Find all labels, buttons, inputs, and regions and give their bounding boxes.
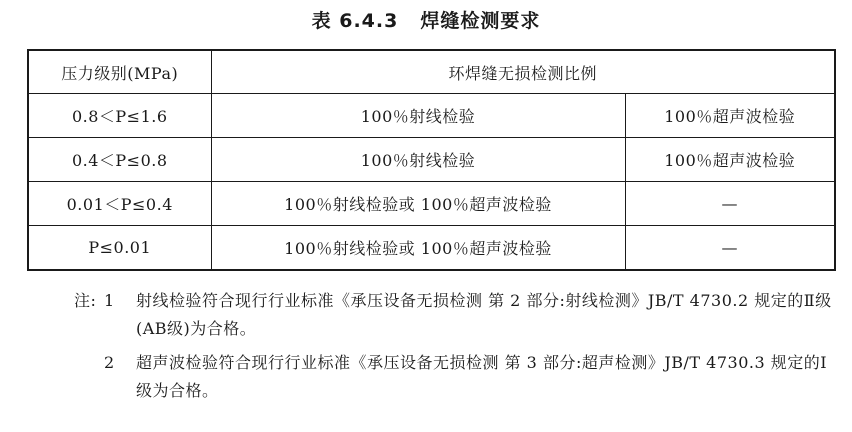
cell-method-b: —: [625, 226, 835, 271]
cell-method-b: —: [625, 182, 835, 226]
table-row: [28, 138, 835, 182]
table-title: [0, 6, 852, 33]
cell-pressure: P≤0.01: [28, 226, 211, 271]
table-number: 表 6.4.3: [311, 10, 399, 32]
table-row: [28, 94, 835, 138]
notes-label: 注:: [74, 291, 97, 310]
note-text: 射线检验符合现行行业标准《承压设备无损检测 第 2 部分:射线检测》JB/T 4730.2 规定的Ⅱ级(AB级)为合格。: [136, 291, 832, 338]
table-title-text: 焊缝检测要求: [420, 10, 541, 32]
cell-pressure: 0.01＜P≤0.4: [28, 182, 211, 226]
table-row: [28, 226, 835, 271]
cell-method-a: 100％射线检验: [211, 138, 625, 182]
header-pressure-level: 压力级别(MPa): [28, 50, 211, 94]
weld-inspection-table: [27, 49, 836, 271]
note-item: [74, 349, 834, 405]
note-item: [74, 287, 834, 343]
cell-pressure: 0.8＜P≤1.6: [28, 94, 211, 138]
cell-method-a: 100％射线检验或 100％超声波检验: [211, 226, 625, 271]
table-row: [28, 182, 835, 226]
cell-method-b: 100％超声波检验: [625, 94, 835, 138]
note-number: 2: [104, 353, 115, 372]
table-notes: [74, 287, 834, 405]
cell-method-a: 100％射线检验: [211, 94, 625, 138]
header-inspection-ratio: 环焊缝无损检测比例: [211, 50, 835, 94]
cell-method-b: 100％超声波检验: [625, 138, 835, 182]
cell-method-a: 100％射线检验或 100％超声波检验: [211, 182, 625, 226]
cell-pressure: 0.4＜P≤0.8: [28, 138, 211, 182]
note-text: 超声波检验符合现行行业标准《承压设备无损检测 第 3 部分:超声检测》JB/T 4730.3 规定的Ⅰ级为合格。: [136, 353, 828, 400]
note-number: 1: [104, 291, 115, 310]
table-header-row: [28, 50, 835, 94]
